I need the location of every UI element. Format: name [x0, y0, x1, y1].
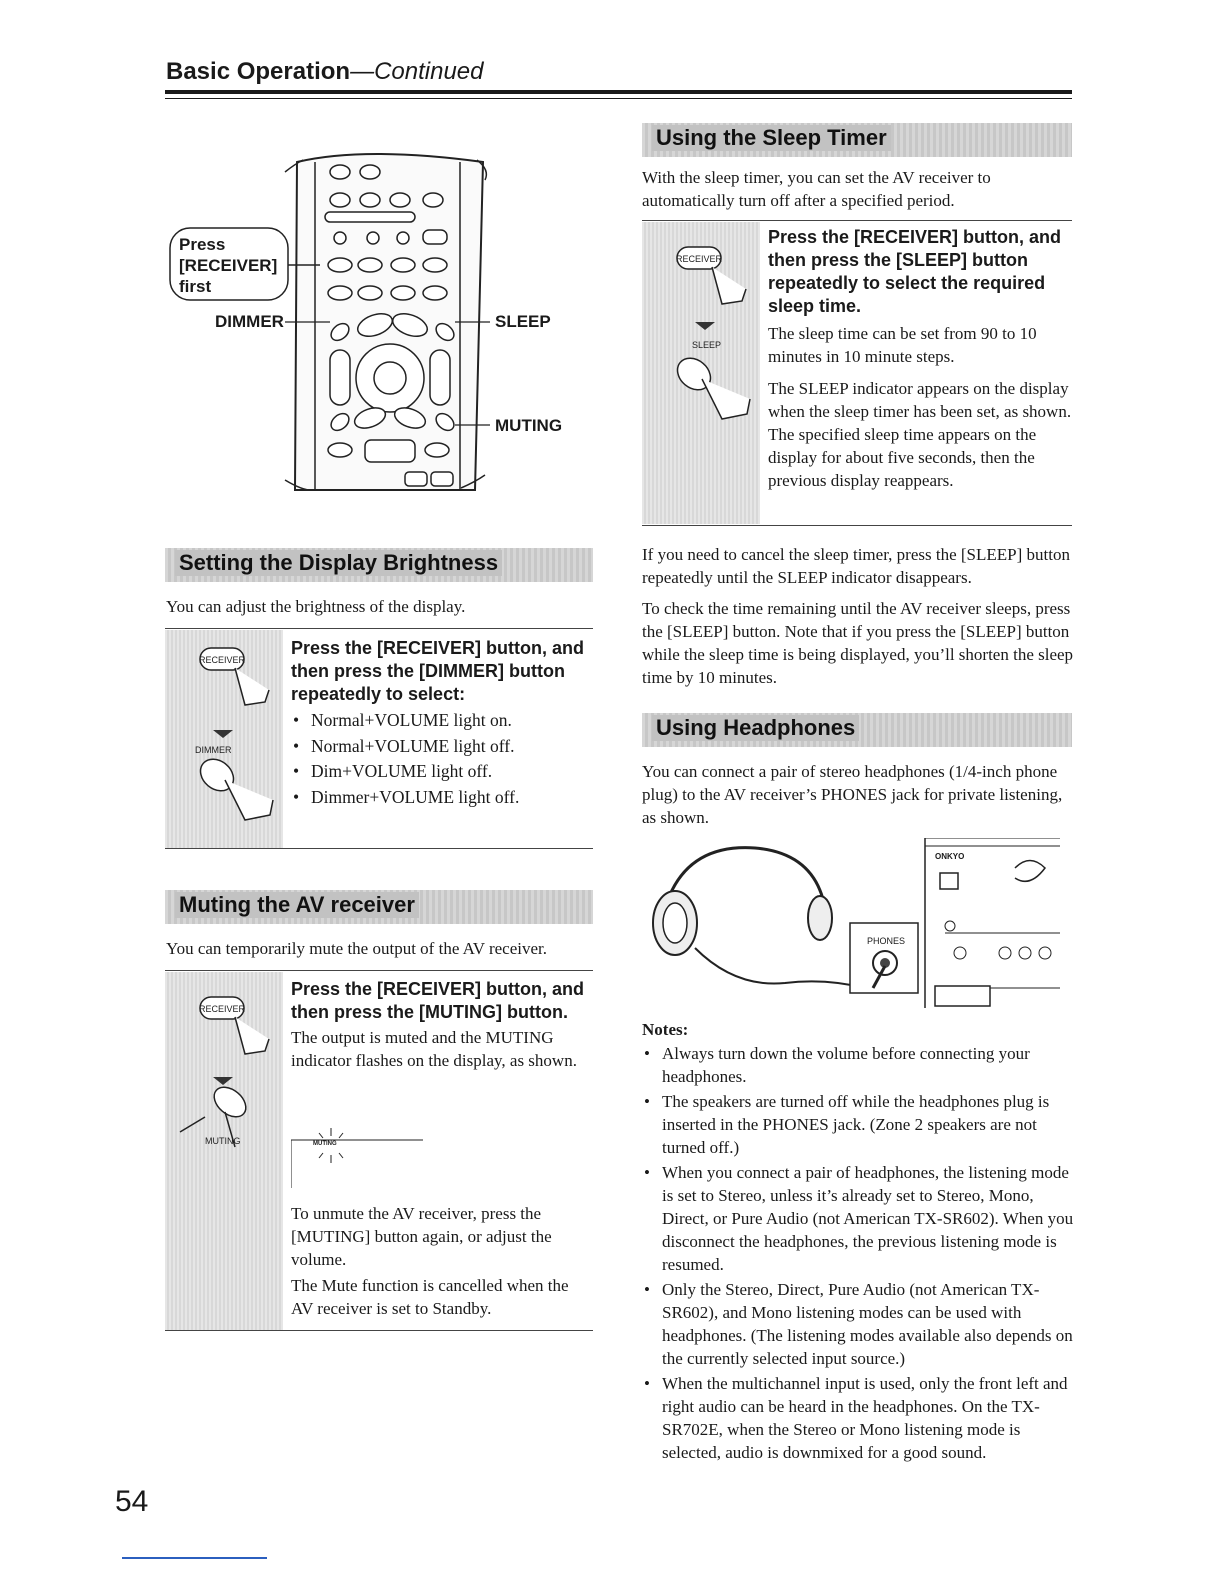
brightness-heading: Setting the Display Brightness — [175, 550, 502, 576]
display-flash-icon — [291, 1128, 423, 1188]
brightness-heading-banner — [165, 548, 593, 582]
muting-label: MUTING — [495, 416, 563, 435]
header-continued: —Continued — [350, 58, 484, 85]
muting-top-rule — [165, 970, 593, 971]
page-number: 54 — [115, 1485, 149, 1518]
note-item: • The speakers are turned off while the headphones plug is inserted in the PHONES jack. (Zone 2 speakers are not turned off.) — [642, 1090, 1074, 1159]
headphones-icon — [645, 838, 1065, 1008]
hand-press-icon — [642, 222, 760, 442]
muting-illustration — [165, 972, 283, 1330]
footer-line — [122, 1557, 267, 1559]
headphones-illustration — [645, 838, 1065, 1008]
header-rule — [165, 90, 1072, 94]
headphones-intro: You can connect a pair of stereo headphones (1/4-inch phone plug) to the AV receiver’s PHONES jack for private listening, as shown. — [642, 762, 1063, 827]
brightness-intro: You can adjust the brightness of the display. — [166, 597, 466, 616]
header-title: Basic Operation — [166, 58, 351, 85]
note-item: • Always turn down the volume before connecting your headphones. — [642, 1042, 1074, 1088]
hand-press-icon — [165, 630, 283, 848]
brightness-option: • Dim+VOLUME light off. — [291, 759, 591, 785]
brightness-top-rule — [165, 628, 593, 629]
muting-button-label: MUTING — [205, 1136, 241, 1146]
brightness-options — [291, 708, 591, 810]
muting-heading-banner — [165, 890, 593, 924]
sleep-label: SLEEP — [495, 312, 551, 331]
receiver-button-label: RECEIVER — [198, 1004, 246, 1014]
muting-display-text: MUTING — [313, 1141, 337, 1147]
header-rule-thin — [165, 98, 1072, 99]
remote-illustration — [165, 150, 595, 500]
brightness-option: • Normal+VOLUME light on. — [291, 708, 591, 734]
sleep-intro: With the sleep timer, you can set the AV receiver to automatically turn off after a specified period. — [642, 168, 991, 210]
notes-list — [642, 1042, 1074, 1466]
receiver-button-label: RECEIVER — [675, 254, 723, 264]
muting-para-3: The Mute function is cancelled when the AV receiver is set to Standby. — [291, 1276, 569, 1318]
note-item: • When you connect a pair of headphones, the listening mode is set to Stereo, unless it’s already set to Stereo, Mono, Direct, or Pure Audio (not American TX-SR602). When you disconnect the headphones, the previous listening mode is resumed. — [642, 1161, 1074, 1276]
hand-press-icon — [165, 972, 283, 1152]
sleep-button-label: SLEEP — [692, 340, 722, 350]
dimmer-button-label: DIMMER — [195, 745, 232, 755]
muting-step-title: Press the [RECEIVER] button, and then press the [MUTING] button. — [291, 979, 585, 1022]
muting-para-2: To unmute the AV receiver, press the [MUTING] button again, or adjust the volume. — [291, 1204, 552, 1269]
note-item: • Only the Stereo, Direct, Pure Audio (not American TX-SR602), and Mono listening modes can be used with headphones. (The listening modes available also depends on the currently selected input source.) — [642, 1278, 1074, 1370]
muting-step — [291, 978, 591, 1072]
sleep-top-rule — [642, 220, 1072, 221]
notes-title: Notes: — [642, 1020, 689, 1039]
sleep-step — [768, 226, 1074, 492]
brightness-bottom-rule — [165, 848, 593, 849]
brightness-step — [291, 637, 591, 810]
press-receiver-callout — [179, 234, 277, 297]
muting-bottom-rule — [165, 1330, 593, 1331]
note-item: • When the multichannel input is used, only the front left and right audio can be heard in the headphones. On the TX-SR702E, when the Stereo or Mono listening mode is selected, audio is downmixed for a good sound. — [642, 1372, 1074, 1464]
sleep-heading-banner — [642, 123, 1072, 157]
page-header — [166, 58, 483, 86]
sleep-after-1: If you need to cancel the sleep timer, press the [SLEEP] button repeatedly until the SLEEP indicator disappears. — [642, 545, 1070, 587]
muting-para-1: The output is muted and the MUTING indicator flashes on the display, as shown. — [291, 1028, 577, 1070]
dimmer-label: DIMMER — [215, 312, 284, 331]
callout-line-2: [RECEIVER] — [179, 256, 278, 275]
sleep-step-title: Press the [RECEIVER] button, and then press the [SLEEP] button repeatedly to select the required sleep time. — [768, 227, 1062, 316]
muting-heading: Muting the AV receiver — [175, 892, 419, 918]
headphones-heading: Using Headphones — [652, 715, 859, 741]
sleep-para-1: The sleep time can be set from 90 to 10 minutes in 10 minute steps. — [768, 324, 1037, 366]
headphones-heading-banner — [642, 713, 1072, 747]
muting-intro: You can temporarily mute the output of the AV receiver. — [166, 939, 548, 958]
brand-logo: ONKYO — [935, 852, 965, 861]
callout-line-3: first — [179, 277, 212, 296]
phones-jack-label: PHONES — [867, 936, 906, 946]
sleep-illustration — [642, 222, 760, 524]
callout-line-1: Press — [179, 235, 226, 254]
brightness-option: • Dimmer+VOLUME light off. — [291, 785, 591, 811]
receiver-button-label: RECEIVER — [198, 655, 246, 665]
sleep-bottom-rule — [642, 525, 1072, 526]
brightness-step-title: Press the [RECEIVER] button, and then press the [DIMMER] button repeatedly to select: — [291, 638, 585, 704]
muting-display-illustration — [291, 1128, 423, 1188]
sleep-para-2: The SLEEP indicator appears on the display when the sleep timer has been set, as shown. The specified sleep time appears on the display for about five seconds, then the previous display reappears. — [768, 379, 1072, 490]
brightness-illustration — [165, 630, 283, 848]
sleep-heading: Using the Sleep Timer — [652, 125, 891, 151]
brightness-option: • Normal+VOLUME light off. — [291, 734, 591, 760]
sleep-after-2: To check the time remaining until the AV receiver sleeps, press the [SLEEP] button. Note that if you press the [SLEEP] button while the sleep time is being displayed, you’ll shorten the sleep time by 10 minutes. — [642, 599, 1074, 687]
